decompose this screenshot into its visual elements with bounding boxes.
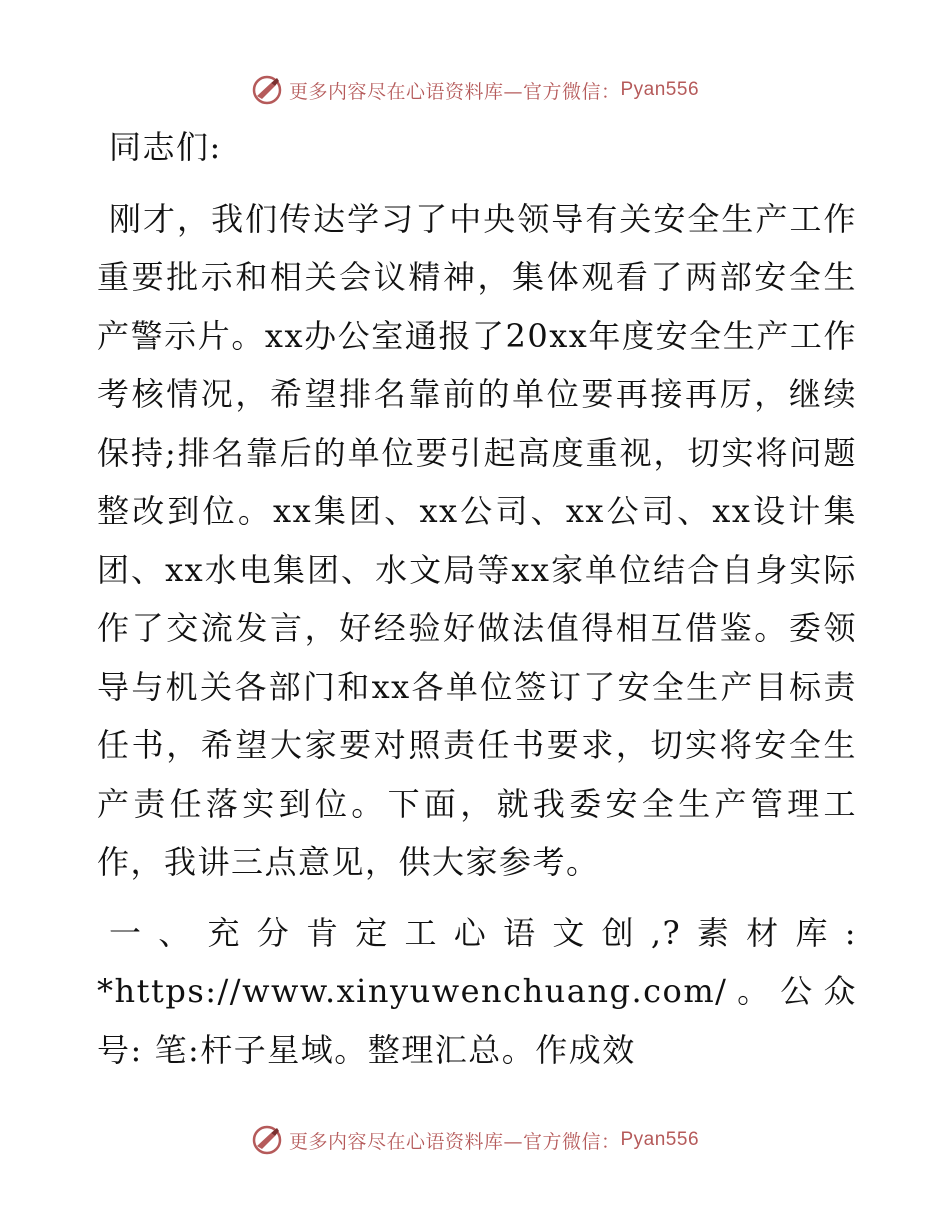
footer-watermark-id: Pyan556: [620, 1129, 700, 1150]
footer-watermark-text: 更多内容尽在心语资料库—官方微信：: [288, 1130, 621, 1153]
paragraph-section-one: 一、充分肯定工心语文创,?素材库: *https://www.xinyuwenchuang.com/。公众号: 笔:杆子星域。整理汇总。作成效: [97, 913, 857, 1069]
footer-watermark: [0, 1120, 950, 1160]
document-body: [97, 118, 857, 1079]
header-watermark-id: Pyan556: [620, 79, 700, 100]
pen-logo-icon: [251, 1124, 283, 1156]
header-watermark: [0, 70, 950, 110]
paragraph-intro: 刚才，我们传达学习了中央领导有关安全生产工作重要批示和相关会议精神，集体观看了两部安全生产警示片。xx办公室通报了20xx年度安全生产工作考核情况，希望排名靠前的单位要再接再厉，继续保持;排名靠后的单位要引起高度重视，切实将问题整改到位。xx集团、xx公司、xx公司、xx设计集团、xx水电集团、水文局等xx家单位结合自身实际作了交流发言，好经验好做法值得相互借鉴。委领导与机关各部门和xx各单位签订了安全生产目标责任书，希望大家要对照责任书要求，切实将安全生产责任落实到位。下面，就我委安全生产管理工作，我讲三点意见，供大家参考。: [97, 199, 857, 881]
greeting: 同志们:: [109, 128, 222, 166]
header-watermark-text: 更多内容尽在心语资料库—官方微信：: [288, 80, 621, 103]
pen-logo-icon: [251, 74, 283, 106]
